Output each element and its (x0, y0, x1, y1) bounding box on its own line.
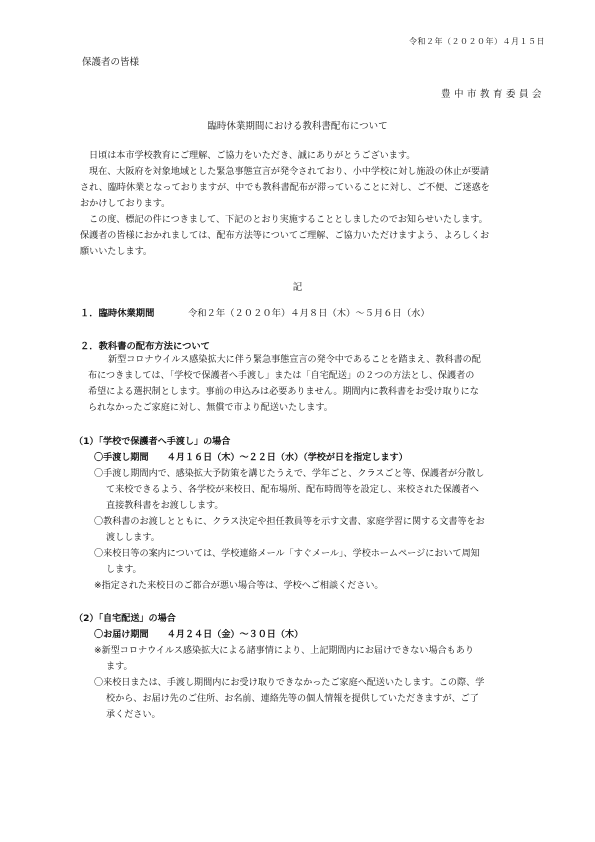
section-2-line: 布につきましては、「学校で保護者へ手渡し」または「自宅配送」の２つの方法とし、保護者の (88, 371, 475, 381)
sub-section-delivery (74, 611, 484, 723)
addressee: 保護者の皆様 (82, 57, 140, 68)
section-2-line: 希望による選択制とします。事前の申込みは必要ありません。期間内に教科書をお受け取りにな (88, 387, 479, 397)
section-2-heading: ２．教科書の配布方法について (80, 341, 210, 352)
intro-line: おかけしております。 (80, 199, 171, 209)
sub-2-line: 校から、お届け先のご住所、お名前、連絡先等の個人情報を提供していただきますが、ご了 (106, 694, 479, 704)
document-date: 令和２年（２０２０年）４月１５日 (409, 37, 545, 46)
document-title: 臨時休業期間における教科書配布について (207, 121, 388, 132)
sub-1-line: 〇来校日等の案内については、学校連絡メール「すぐメール」、学校ホームページにおいて周知 (94, 549, 480, 559)
sub-1-note: ※指定された来校日のご都合が悪い場合等は、学校へご相談ください。 (94, 581, 384, 591)
sub-2-line: 承ください。 (106, 710, 161, 720)
sub-2-heading: （2）「自宅配送」の場合 (74, 614, 176, 624)
sub-1-line: 渡しします。 (106, 533, 160, 543)
sub-1-line: て来校できるよう、各学校が来校日、配布場所、配布時間等を設定し、来校された保護者へ (106, 485, 479, 495)
section-1-value: 令和２年（２０２０年）４月８日（木）～５月６日（水） (188, 308, 430, 319)
section-2-body (88, 352, 481, 416)
sub-2-line: ます。 (106, 662, 133, 672)
sub-2-line: 〇来校日または、手渡し期間内にお受け取りできなかったご家庭へ配送いたします。この際、学 (94, 678, 485, 688)
ki-heading: 記 (292, 282, 303, 293)
intro-line: この度、標記の件につきまして、下記のとおり実施することとしましたのでお知らせいたします。 (89, 215, 488, 225)
sub-1-heading: （1）「学校で保護者へ手渡し」の場合 (74, 437, 231, 447)
sub-2-period: 〇お届け期間 ４月２４日（金）～３０日（木） (94, 630, 304, 640)
sub-1-line: します。 (106, 565, 142, 575)
sub-section-handover (74, 434, 485, 594)
intro-paragraph (80, 148, 490, 260)
intro-line: 日頃は本市学校教育にご理解、ご協力をいただき、誠にありがとうございます。 (89, 151, 416, 161)
section-2-line: られなかったご家庭に対し、無償で市より配送いたします。 (88, 403, 333, 413)
section-closure-period (80, 305, 430, 319)
sub-1-line: 〇教科書のお渡しとともに、クラス決定や担任教員等を示す文書、家庭学習に関する文書等をお (94, 517, 485, 527)
sub-1-line: 直接教科書をお渡しします。 (106, 501, 224, 511)
intro-line: 保護者の皆様におかれましては、配布方法等についてご理解、ご協力いただけますよう、よろしくお (80, 231, 490, 241)
intro-line: 現在、大阪府を対象地域とした緊急事態宣言が発令されており、小中学校に対し施設の休止が要請 (89, 167, 490, 177)
sub-2-line: ※新型コロナウイルス感染拡大による諸事情により、上記期間内にお届けできない場合もあり (94, 646, 474, 656)
section-1-label: １．臨時休業期間 (80, 308, 155, 319)
intro-line: され、臨時休業となっておりますが、中でも教科書配布が滞っていることに対し、ご不便、ご迷惑を (80, 183, 490, 193)
intro-line: 願いいたします。 (80, 247, 153, 257)
sub-1-period: 〇手渡し期間 ４月１６日（木）～２２日（水）（学校が日を指定します） (94, 453, 408, 463)
issuer: 豊中市教育委員会 (440, 89, 545, 100)
sub-1-line: 〇手渡し期間内で、感染拡大予防策を講じたうえで、学年ごと、クラスごと等、保護者が分散し (94, 469, 485, 479)
section-2-line: 新型コロナウイルス感染拡大に伴う緊急事態宣言の発令中であることを踏まえ、教科書の配 (108, 355, 481, 365)
